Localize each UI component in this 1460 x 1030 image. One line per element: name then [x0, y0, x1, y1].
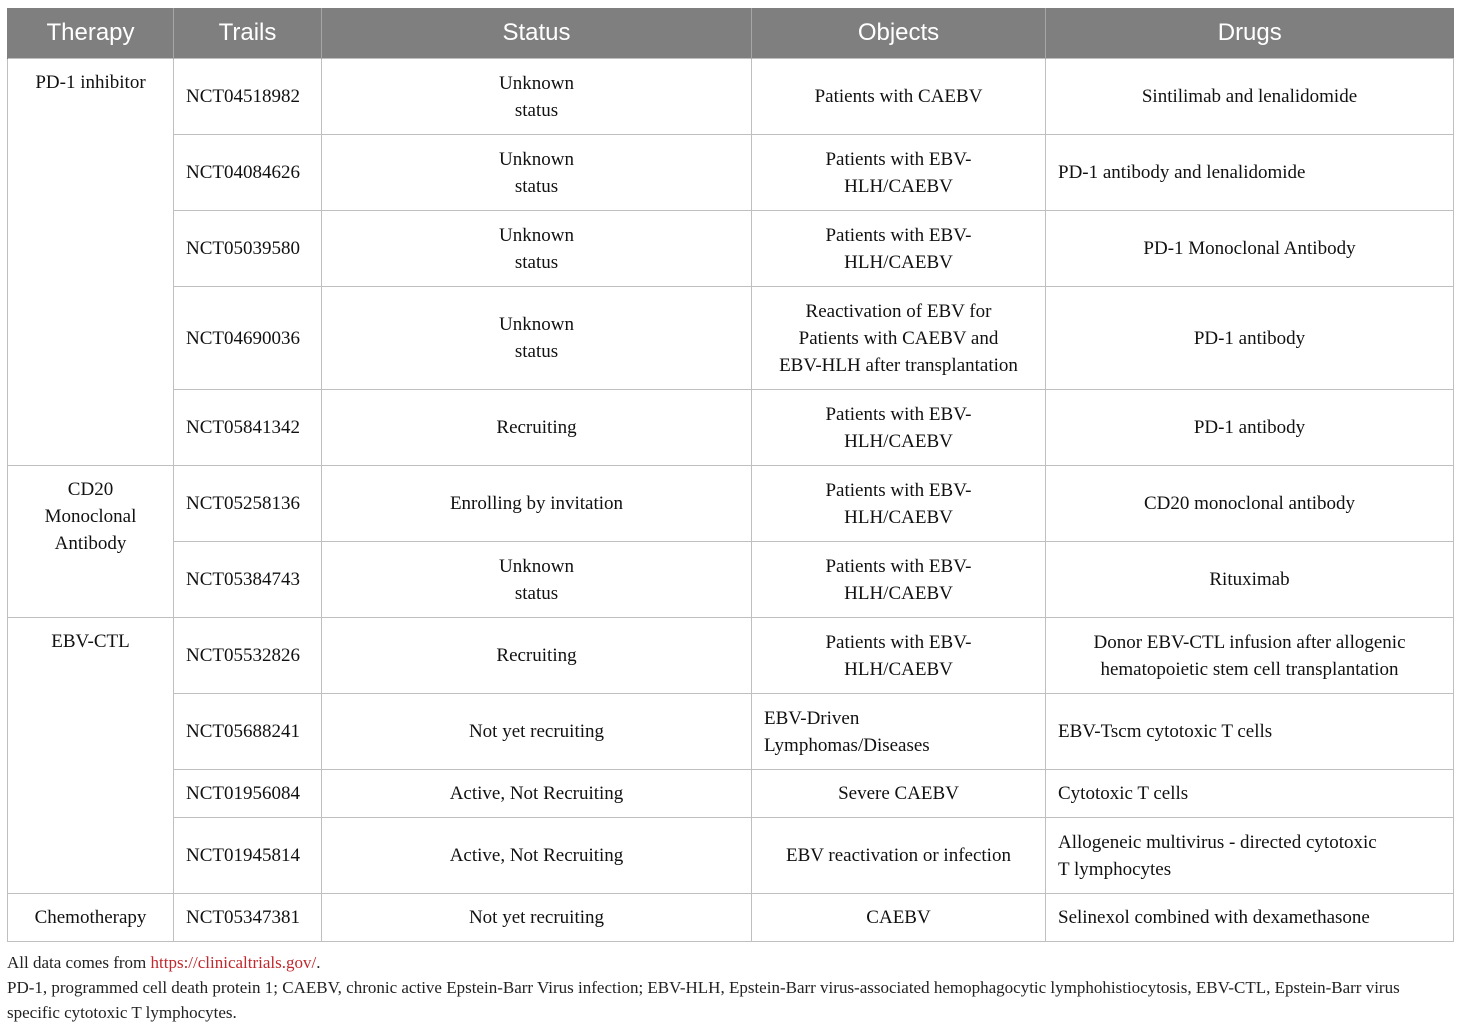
drugs-cell: PD-1 antibody — [1046, 390, 1454, 466]
status-cell: Active, Not Recruiting — [322, 770, 752, 818]
drugs-cell: EBV-Tscm cytotoxic T cells — [1046, 694, 1454, 770]
trial-cell: NCT01945814 — [174, 818, 322, 894]
trial-cell: NCT01956084 — [174, 770, 322, 818]
table-row — [8, 211, 1454, 287]
objects-cell: Severe CAEBV — [752, 770, 1046, 818]
therapy-cell: Chemotherapy — [8, 894, 174, 942]
trial-cell: NCT04084626 — [174, 135, 322, 211]
abbreviations-note: PD-1, programmed cell death protein 1; CAEBV, chronic active Epstein-Barr Virus infection; EBV-HLH, Epstein-Barr virus-associated hemophagocytic lymphohistiocytosis, EBV-CTL, Epstein-Barr virus specific cytotoxic T lymphocytes. — [7, 978, 1400, 1022]
therapy-cell: PD-1 inhibitor — [8, 59, 174, 466]
header-row — [8, 8, 1454, 59]
drugs-cell: Selinexol combined with dexamethasone — [1046, 894, 1454, 942]
table-row — [8, 542, 1454, 618]
source-link[interactable]: https://clinicaltrials.gov/ — [150, 953, 317, 972]
status-cell: Active, Not Recruiting — [322, 818, 752, 894]
objects-cell: Patients with EBV- HLH/CAEBV — [752, 466, 1046, 542]
therapy-cell: EBV-CTL — [8, 618, 174, 894]
objects-cell: EBV reactivation or infection — [752, 818, 1046, 894]
trial-cell: NCT05039580 — [174, 211, 322, 287]
drugs-cell: PD-1 Monoclonal Antibody — [1046, 211, 1454, 287]
status-cell: Not yet recruiting — [322, 694, 752, 770]
table-row — [8, 390, 1454, 466]
objects-cell: Patients with EBV- HLH/CAEBV — [752, 542, 1046, 618]
status-cell: Enrolling by invitation — [322, 466, 752, 542]
trial-cell: NCT05841342 — [174, 390, 322, 466]
status-cell: Recruiting — [322, 390, 752, 466]
clinical-trials-table — [7, 8, 1454, 942]
drugs-cell: PD-1 antibody — [1046, 287, 1454, 390]
table-row — [8, 894, 1454, 942]
source-suffix: . — [316, 953, 321, 972]
status-cell: Recruiting — [322, 618, 752, 694]
drugs-cell: Sintilimab and lenalidomide — [1046, 59, 1454, 135]
objects-cell: Reactivation of EBV for Patients with CAEBV and EBV-HLH after transplantation — [752, 287, 1046, 390]
objects-cell: Patients with EBV- HLH/CAEBV — [752, 390, 1046, 466]
table-row — [8, 618, 1454, 694]
drugs-cell: Rituximab — [1046, 542, 1454, 618]
header-drugs: Drugs — [1046, 8, 1454, 59]
source-note — [7, 950, 1453, 975]
table-row — [8, 287, 1454, 390]
trial-cell: NCT04690036 — [174, 287, 322, 390]
trial-cell: NCT04518982 — [174, 59, 322, 135]
header-trails: Trails — [174, 8, 322, 59]
status-cell: Unknown status — [322, 542, 752, 618]
table-row — [8, 694, 1454, 770]
header-objects: Objects — [752, 8, 1046, 59]
table-wrapper — [7, 8, 1453, 1025]
objects-cell: Patients with EBV- HLH/CAEBV — [752, 135, 1046, 211]
drugs-cell: PD-1 antibody and lenalidomide — [1046, 135, 1454, 211]
table-row — [8, 59, 1454, 135]
objects-cell: Patients with CAEBV — [752, 59, 1046, 135]
trial-cell: NCT05532826 — [174, 618, 322, 694]
status-cell: Unknown status — [322, 287, 752, 390]
table-footnotes — [7, 950, 1453, 1025]
objects-cell: CAEBV — [752, 894, 1046, 942]
objects-cell: Patients with EBV- HLH/CAEBV — [752, 618, 1046, 694]
drugs-cell: CD20 monoclonal antibody — [1046, 466, 1454, 542]
status-cell: Unknown status — [322, 59, 752, 135]
trial-cell: NCT05258136 — [174, 466, 322, 542]
table-row — [8, 466, 1454, 542]
drugs-cell: Cytotoxic T cells — [1046, 770, 1454, 818]
status-cell: Unknown status — [322, 135, 752, 211]
status-cell: Unknown status — [322, 211, 752, 287]
status-cell: Not yet recruiting — [322, 894, 752, 942]
trial-cell: NCT05688241 — [174, 694, 322, 770]
table-row — [8, 135, 1454, 211]
objects-cell: EBV-Driven Lymphomas/Diseases — [752, 694, 1046, 770]
header-status: Status — [322, 8, 752, 59]
table-row — [8, 818, 1454, 894]
trial-cell: NCT05347381 — [174, 894, 322, 942]
drugs-cell: Donor EBV-CTL infusion after allogenic hematopoietic stem cell transplantation — [1046, 618, 1454, 694]
trial-cell: NCT05384743 — [174, 542, 322, 618]
header-therapy: Therapy — [8, 8, 174, 59]
source-prefix: All data comes from — [7, 953, 151, 972]
therapy-cell: CD20 Monoclonal Antibody — [8, 466, 174, 618]
objects-cell: Patients with EBV- HLH/CAEBV — [752, 211, 1046, 287]
drugs-cell: Allogeneic multivirus - directed cytotoxic T lymphocytes — [1046, 818, 1454, 894]
table-row — [8, 770, 1454, 818]
